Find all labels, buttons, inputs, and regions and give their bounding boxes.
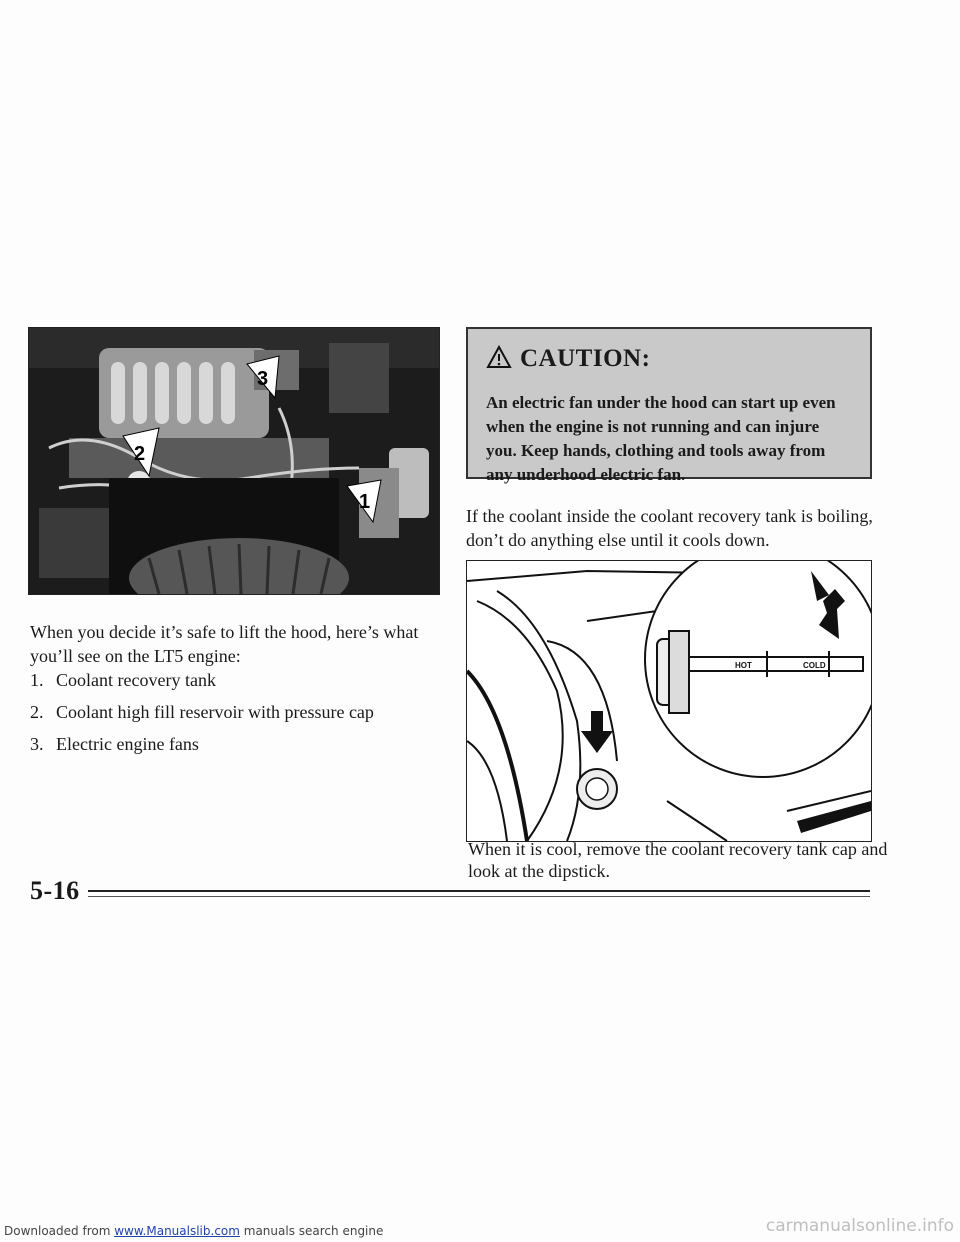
list-number: 1.	[30, 670, 44, 690]
list-label: Coolant high fill reservoir with pressure cap	[56, 702, 374, 722]
list-label: Electric engine fans	[56, 734, 199, 754]
engine-photo	[28, 327, 440, 595]
svg-text:1: 1	[359, 491, 371, 513]
boiling-text: If the coolant inside the coolant recovery tank is boiling, don’t do anything else until it cools down.	[466, 506, 873, 550]
list-item	[30, 668, 450, 700]
list-label: Coolant recovery tank	[56, 670, 216, 690]
caution-title: CAUTION:	[520, 345, 651, 372]
intro-text: When you decide it’s safe to lift the hood, here’s what you’ll see on the LT5 engine:	[30, 622, 419, 666]
list-item	[30, 732, 450, 764]
download-suffix: manuals search engine	[239, 1224, 384, 1238]
list-item	[30, 700, 450, 732]
svg-text:2: 2	[134, 443, 146, 465]
list-number: 3.	[30, 734, 44, 754]
manualslib-link[interactable]: www.Manualslib.com	[114, 1224, 240, 1238]
hot-label: HOT	[735, 661, 752, 670]
warning-triangle-icon	[486, 345, 512, 374]
footer-divider-thin	[88, 896, 870, 897]
parts-list	[30, 668, 450, 764]
list-number: 2.	[30, 702, 44, 722]
caution-box	[466, 327, 872, 484]
download-note	[4, 1224, 383, 1238]
watermark: carmanualsonline.info	[765, 1216, 954, 1236]
caution-header	[486, 339, 854, 379]
dipstick-diagram	[466, 560, 872, 842]
cold-label: COLD	[803, 661, 826, 670]
footer-divider	[88, 890, 870, 892]
page-number: 5-16	[30, 876, 80, 905]
svg-text:3: 3	[257, 368, 269, 390]
download-prefix: Downloaded from	[4, 1224, 115, 1238]
caution-body: An electric fan under the hood can start up even when the engine is not running and can injure you. Keep hands, clothing and tools away from any underhood electric fan.	[486, 393, 836, 484]
cool-text: When it is cool, remove the coolant recovery tank cap and look at the dipstick.	[468, 839, 888, 881]
